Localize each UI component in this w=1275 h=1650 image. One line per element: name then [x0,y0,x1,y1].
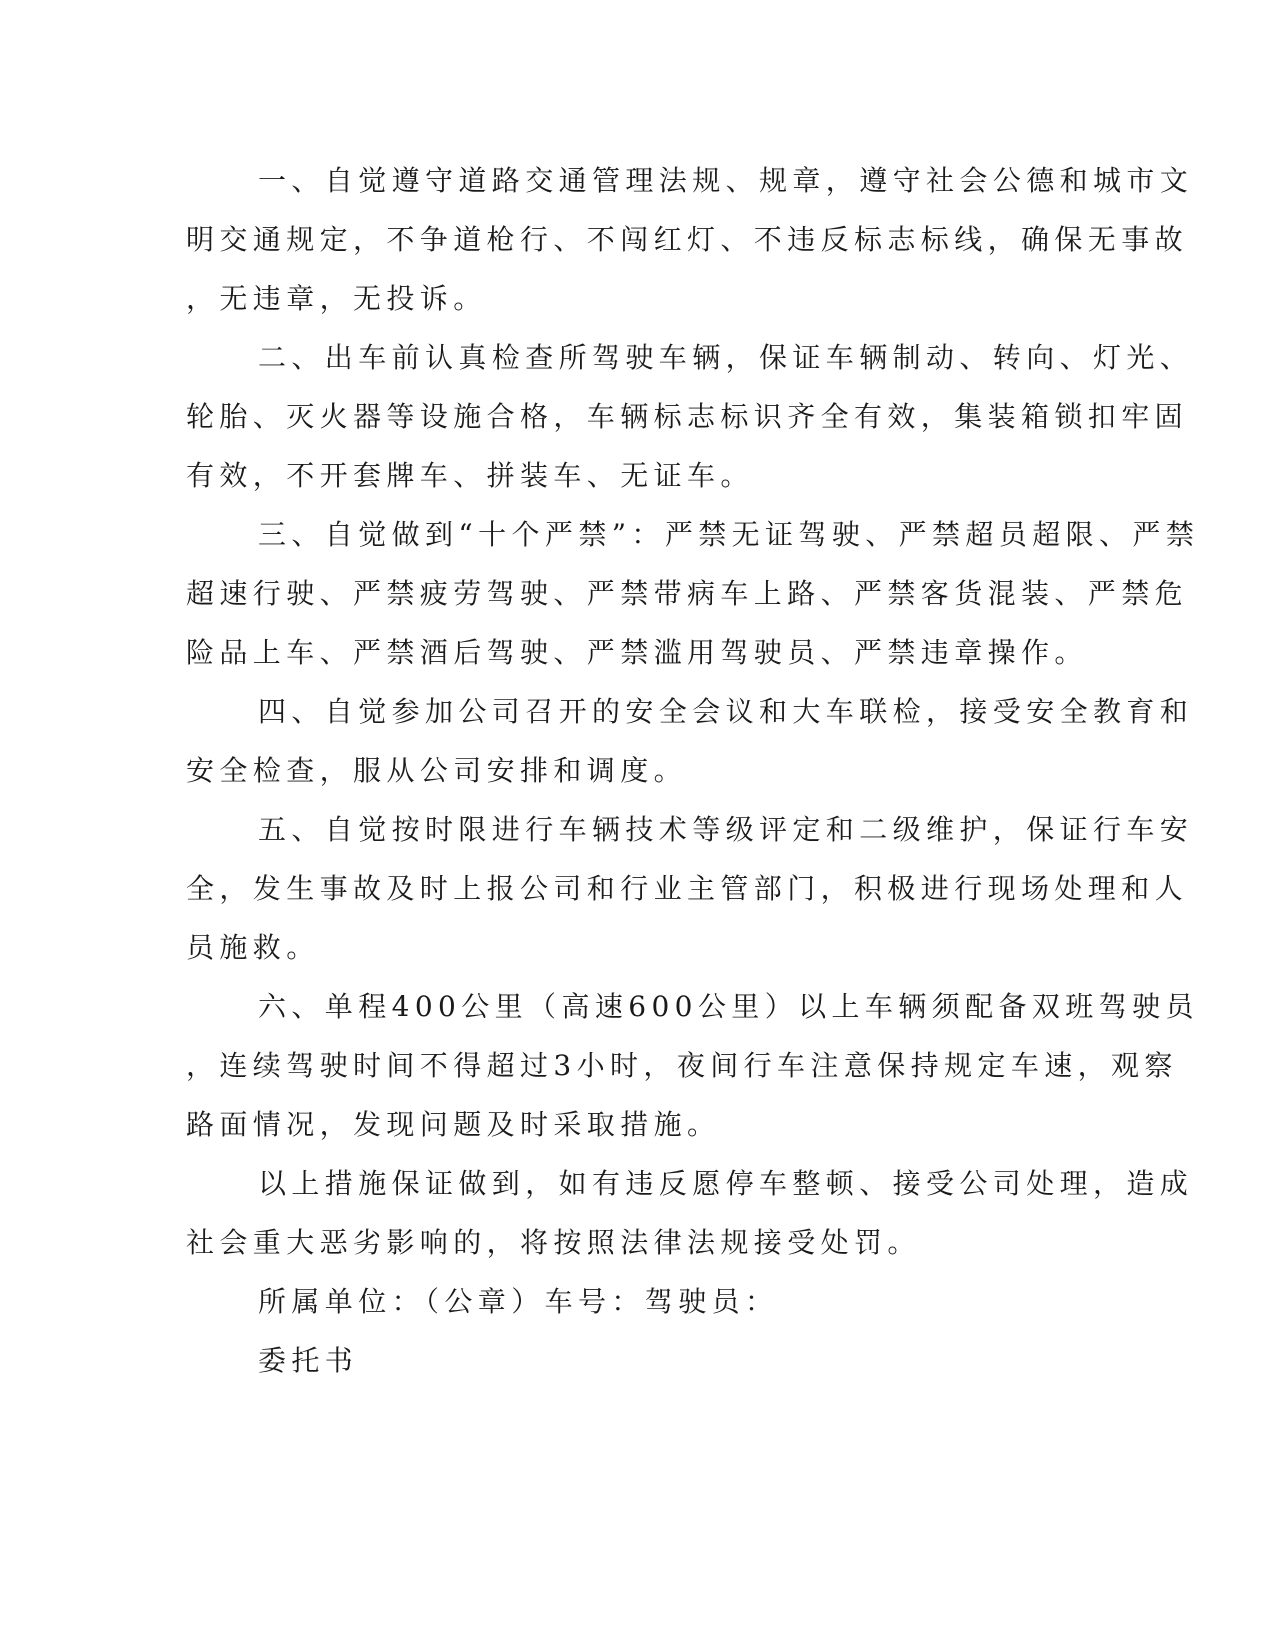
clause-3-line-3: 险品上车、严禁酒后驾驶、严禁滥用驾驶员、严禁违章操作。 [186,636,1088,669]
clause-4-line-1: 四、自觉参加公司召开的安全会议和大车联检，接受安全教育和 [258,695,1194,728]
clause-6-line-1: 六、单程400公里（高速600公里）以上车辆须配备双班驾驶员 [258,990,1199,1023]
closing-line-1: 以上措施保证做到，如有违反愿停车整顿、接受公司处理，造成 [258,1167,1194,1200]
clause-1-line-2: 明交通规定，不争道枪行、不闯红灯、不违反标志标线，确保无事故 [186,223,1189,256]
clause-2-line-2: 轮胎、灭火器等设施合格，车辆标志标识齐全有效，集装箱锁扣牢固 [186,400,1189,433]
closing-line-2: 社会重大恶劣影响的，将按照法律法规接受处罚。 [186,1226,921,1259]
clause-3-line-2: 超速行驶、严禁疲劳驾驶、严禁带病车上路、严禁客货混装、严禁危 [186,577,1189,610]
clause-6-line-3: 路面情况，发现问题及时采取措施。 [186,1108,721,1141]
clause-6-line-2: ，连续驾驶时间不得超过3小时，夜间行车注意保持规定车速，观察 [186,1049,1178,1082]
clause-2-line-3: 有效，不开套牌车、拼装车、无证车。 [186,459,754,492]
clause-1-line-1: 一、自觉遵守道路交通管理法规、规章，遵守社会公德和城市文 [258,164,1194,197]
clause-1-line-3: ，无违章，无投诉。 [186,282,487,315]
clause-2-line-1: 二、出车前认真检查所驾驶车辆，保证车辆制动、转向、灯光、 [258,341,1194,374]
clause-5-line-1: 五、自觉按时限进行车辆技术等级评定和二级维护，保证行车安 [258,813,1194,846]
section-heading: 委托书 [258,1344,359,1377]
clause-3-line-1: 三、自觉做到“十个严禁”：严禁无证驾驶、严禁超员超限、严禁 [258,518,1200,551]
signature-line: 所属单位：（公章）车号：驾驶员： [258,1285,779,1318]
clause-5-line-3: 员施救。 [186,931,320,964]
clause-4-line-2: 安全检查，服从公司安排和调度。 [186,754,688,787]
clause-5-line-2: 全，发生事故及时上报公司和行业主管部门，积极进行现场处理和人 [186,872,1189,905]
